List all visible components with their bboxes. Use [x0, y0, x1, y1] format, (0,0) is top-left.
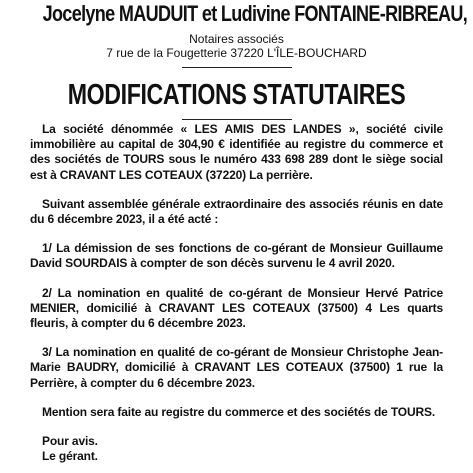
notaries-address: 7 rue de la Fougetterie 37220 L'ÎLE-BOUCHARD	[106, 46, 367, 60]
notice-title: MODIFICATIONS STATUTAIRES	[67, 79, 406, 111]
bottom-divider	[182, 119, 292, 120]
paragraph-mention: Mention sera faite au registre du commerce et des sociétés de TOURS.	[42, 404, 436, 419]
paragraph-resignation: 1/ La démission de ses fonctions de co-gérant de Monsieur Guillaume David SOURDAIS à compter de son décès survenu le 4 avril 2020.	[30, 241, 443, 271]
paragraph-nomination-menier: 2/ La nomination en qualité de co-gérant de Monsieur Hervé Patrice MENIER, domicilié à CRAVANT LES COTEAUX (37500) 4 Les quarts fleuris, à compter du 6 décembre 2023.	[30, 285, 443, 331]
notice-body	[30, 122, 443, 464]
closing-line-1: Pour avis.	[42, 434, 98, 449]
paragraph-nomination-baudry: 3/ La nomination en qualité de co-gérant de Monsieur Christophe Jean-Marie BAUDRY, domicilié à CRAVANT LES COTEAUX (37500) 1 rue la Perrière, à compter du 6 décembre 2023.	[30, 345, 443, 390]
notaries-subtitle: Notaires associés	[189, 32, 284, 46]
top-divider	[182, 67, 292, 68]
closing-line-2: Le gérant.	[42, 449, 98, 464]
notaries-names: Jocelyne MAUDUIT et Ludivine FONTAINE-RIBREAU,	[42, 1, 468, 26]
paragraph-assembly: Suivant assemblée générale extraordinaire des associés réunis en date du 6 décembre 2023, il a été acté :	[30, 196, 443, 227]
paragraph-company: La société dénommée « LES AMIS DES LANDES », société civile immobilière au capital de 304,90 € identifiée au registre du commerce et des sociétés de TOURS sous le numéro 433 698 289 dont le siège social est à CRAVANT LES COTEAUX (37220) La perrière.	[30, 122, 443, 182]
